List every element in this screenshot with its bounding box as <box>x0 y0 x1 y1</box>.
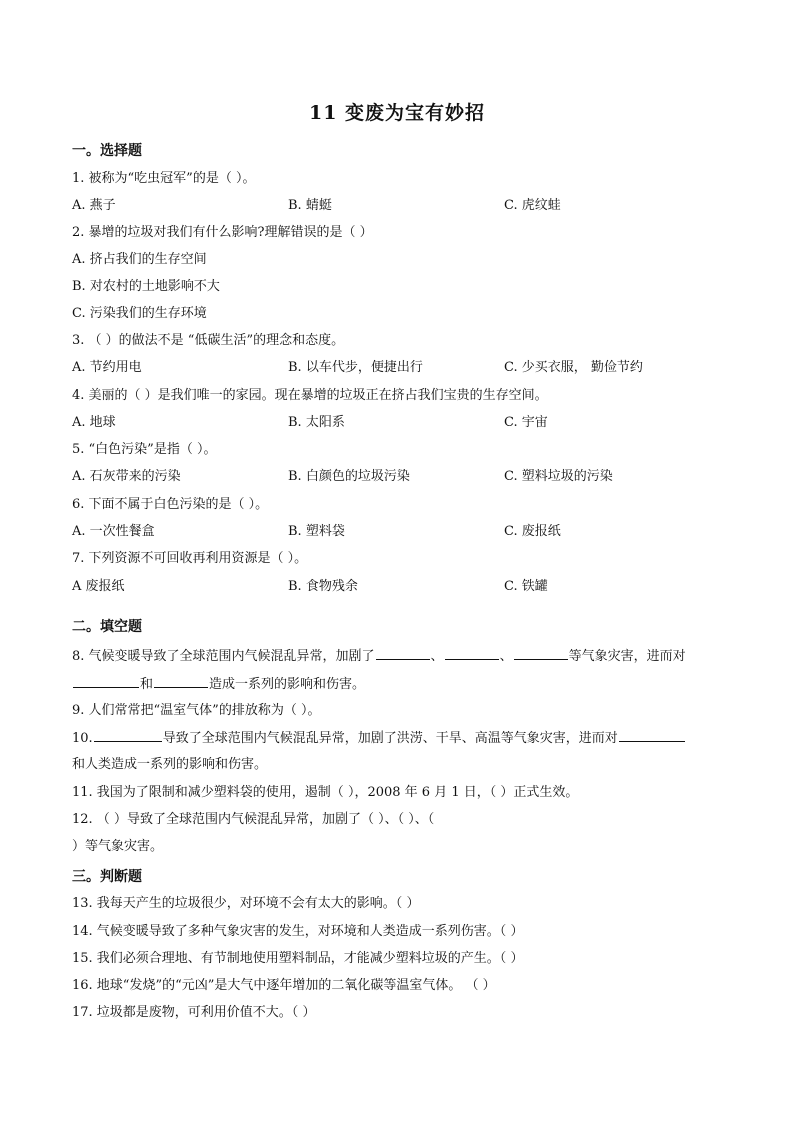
question-2: 2. 暴增的垃圾对我们有什么影响?理解错误的是（ ） <box>72 225 373 240</box>
question-3: 3. （ ）的做法不是 “低碳生活”的理念和态度。 <box>72 333 345 348</box>
question-11: 11. 我国为了限制和减少塑料袋的使用，遏制（ ），2008 年 6 月 1 日，（ ）正式生效。 <box>72 785 579 800</box>
option-6b: B. 塑料袋 <box>288 524 345 539</box>
option-4b: B. 太阳系 <box>288 415 345 430</box>
question-8-sep-1: 、 <box>430 649 444 664</box>
question-1: 1. 被称为“吃虫冠军”的是（ ）。 <box>72 171 256 186</box>
question-8-text-b: 等气象灾害，进而对 <box>568 649 686 664</box>
blank-8-1[interactable] <box>376 647 430 660</box>
question-12-line-2: ）等气象灾害。 <box>72 839 164 854</box>
blank-8-4[interactable] <box>73 675 139 688</box>
section-heading-choice: 一。选择题 <box>72 143 142 159</box>
option-2a: A. 挤占我们的生存空间 <box>72 252 207 267</box>
question-14: 14. 气候变暖导致了多种气象灾害的发生，对环境和人类造成一系列伤害。（ ） <box>72 924 524 939</box>
option-6c: C. 废报纸 <box>504 524 561 539</box>
question-10-line-1 <box>72 729 732 748</box>
blank-10-2[interactable] <box>619 729 685 742</box>
question-8-line-1 <box>72 647 732 666</box>
question-8-line-2 <box>72 675 732 694</box>
question-8-text-a: 8. 气候变暖导致了全球范围内气候混乱异常，加剧了 <box>72 649 375 664</box>
question-17: 17. 垃圾都是废物，可利用价值不大。（ ） <box>72 1005 316 1020</box>
option-5a: A. 石灰带来的污染 <box>72 469 181 484</box>
question-9: 9. 人们常常把“温室气体”的排放称为（ ）。 <box>72 703 321 718</box>
blank-8-5[interactable] <box>154 675 208 688</box>
option-7a: A 废报纸 <box>72 579 125 594</box>
question-4: 4. 美丽的（ ）是我们唯一的家园。现在暴增的垃圾正在挤占我们宝贵的生存空间。 <box>72 388 548 403</box>
question-5: 5. “白色污染”是指（ ）。 <box>72 442 217 457</box>
blank-8-2[interactable] <box>445 647 499 660</box>
section-heading-fill: 二。填空题 <box>72 619 142 635</box>
option-3b: B. 以车代步，便捷出行 <box>288 360 423 375</box>
question-10-line-2: 和人类造成一系列的影响和伤害。 <box>72 757 268 772</box>
question-15: 15. 我们必须合理地、有节制地使用塑料制品，才能减少塑料垃圾的产生。（ ） <box>72 951 524 966</box>
question-8-text-d: 造成一系列的影响和伤害。 <box>209 677 366 692</box>
option-3c: C. 少买衣服， 勤俭节约 <box>504 360 643 375</box>
option-7c: C. 铁罐 <box>504 579 548 594</box>
question-13: 13. 我每天产生的垃圾很少，对环境不会有太大的影响。（ ） <box>72 896 420 911</box>
section-heading-judge: 三。判断题 <box>72 869 142 885</box>
question-10-text-b: 导致了全球范围内气候混乱异常，加剧了洪涝、干旱、高温等气象灾害，进而对 <box>162 731 618 746</box>
option-4c: C. 宇宙 <box>504 415 548 430</box>
blank-8-3[interactable] <box>514 647 568 660</box>
question-8-sep-2: 、 <box>499 649 513 664</box>
blank-10-1[interactable] <box>94 729 162 742</box>
option-5c: C. 塑料垃圾的污染 <box>504 469 613 484</box>
question-6: 6. 下面不属于白色污染的是（ ）。 <box>72 497 269 512</box>
option-1b: B. 蜻蜓 <box>288 198 332 213</box>
option-2b: B. 对农村的土地影响不大 <box>72 279 220 294</box>
question-7: 7. 下列资源不可回收再利用资源是（ ）。 <box>72 551 308 566</box>
option-7b: B. 食物残余 <box>288 579 358 594</box>
option-4a: A. 地球 <box>72 415 116 430</box>
option-3a: A. 节约用电 <box>72 360 142 375</box>
option-6a: A. 一次性餐盒 <box>72 524 155 539</box>
option-1c: C. 虎纹蛙 <box>504 198 561 213</box>
option-5b: B. 白颜色的垃圾污染 <box>288 469 410 484</box>
option-2c: C. 污染我们的生存环境 <box>72 306 207 321</box>
question-8-text-c: 和 <box>140 677 154 692</box>
question-16: 16. 地球“发烧”的“元凶”是大气中逐年增加的二氧化碳等温室气体。 （ ） <box>72 978 496 993</box>
option-1a: A. 燕子 <box>72 198 116 213</box>
question-12-line-1: 12. （ ）导致了全球范围内气候混乱异常，加剧了（ ）、（ ）、（ <box>72 812 435 827</box>
page-title: 11 变废为宝有妙招 <box>308 102 486 124</box>
question-10-number: 10. <box>72 731 93 746</box>
